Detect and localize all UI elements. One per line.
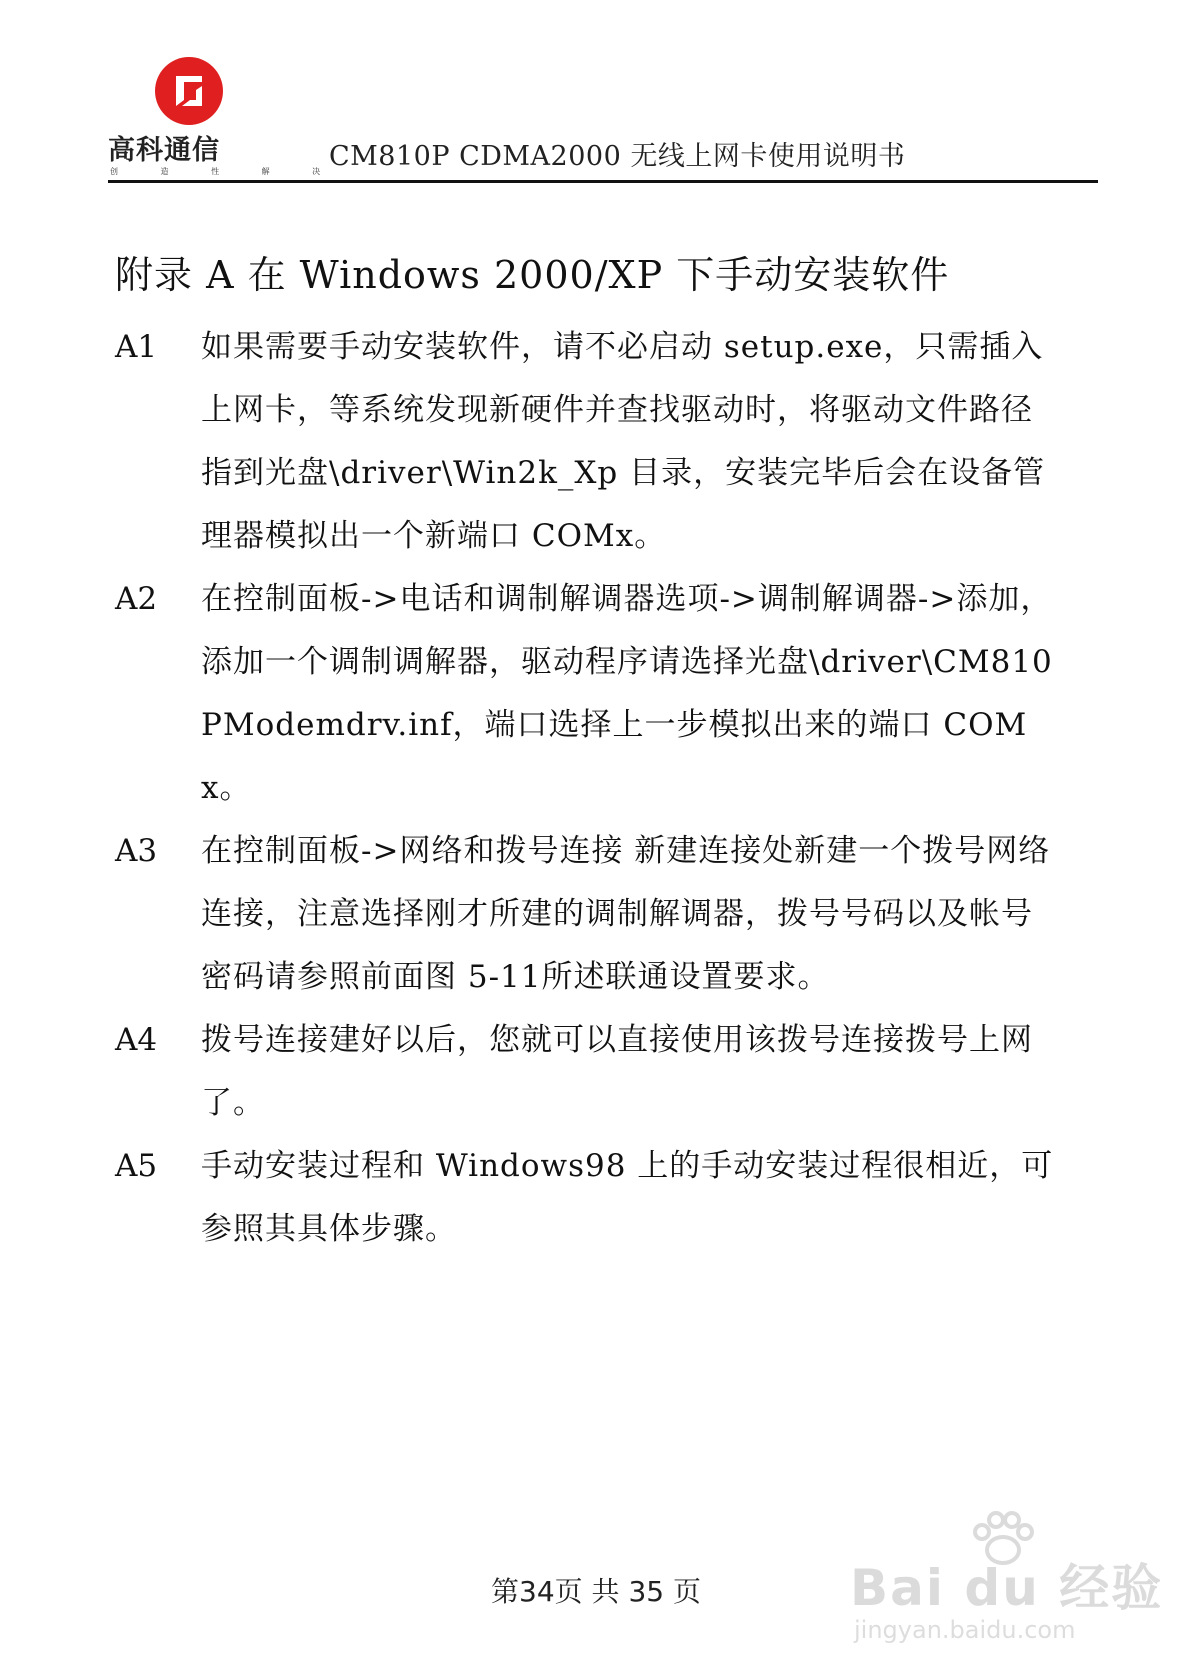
watermark-url: jingyan.baidu.com: [854, 1616, 1076, 1644]
item-text: 如果需要手动安装软件，请不必启动 setup.exe，只需插入上网卡，等系统发现新硬件并查找驱动时，将驱动文件路径指到光盘\driver\Win2k_Xp 目录，安装完毕后会在设备管理器模拟出一个新端口 COMx。: [201, 329, 1046, 554]
page-number: 第34页 共 35 页: [491, 1575, 701, 1608]
item-label: A4: [115, 1022, 158, 1058]
header-document-title: CM810P CDMA2000 无线上网卡使用说明书: [329, 141, 906, 172]
list-item: [115, 1135, 1055, 1261]
item-text: 在控制面板->电话和调制解调器选项->调制解调器->添加，添加一个调制调解器，驱动程序请选择光盘\driver\CM810PModemdrv.inf，端口选择上一步模拟出来的端口 COMx。: [201, 581, 1053, 806]
item-text: 拨号连接建好以后，您就可以直接使用该拨号连接拨号上网了。: [201, 1022, 1033, 1121]
company-logo: [108, 52, 341, 177]
logo-tagline: 创 造 性 解 决: [110, 167, 341, 176]
item-label: A1: [115, 329, 158, 365]
logo-emblem-icon: [154, 56, 224, 126]
list-item: [115, 568, 1055, 820]
list-item: [115, 1009, 1055, 1135]
header-divider: [108, 180, 1098, 183]
instruction-list: [115, 316, 1055, 1261]
item-text: 在控制面板->网络和拨号连接 新建连接处新建一个拨号网络连接，注意选择刚才所建的调制解调器，拨号号码以及帐号密码请参照前面图 5-11所述联通设置要求。: [201, 833, 1051, 995]
item-label: A3: [115, 833, 158, 869]
page-header: [108, 52, 1098, 182]
logo-company-name: 高科通信: [108, 135, 220, 166]
baidu-watermark: [850, 1510, 1164, 1650]
watermark-brand: Bai du 经验: [850, 1559, 1164, 1617]
item-text: 手动安装过程和 Windows98 上的手动安装过程很相近，可参照其具体步骤。: [201, 1148, 1054, 1247]
list-item: [115, 820, 1055, 1009]
item-label: A2: [115, 581, 158, 617]
appendix-title: 附录 A 在 Windows 2000/XP 下手动安装软件: [115, 253, 950, 297]
list-item: [115, 316, 1055, 568]
item-label: A5: [115, 1148, 158, 1184]
